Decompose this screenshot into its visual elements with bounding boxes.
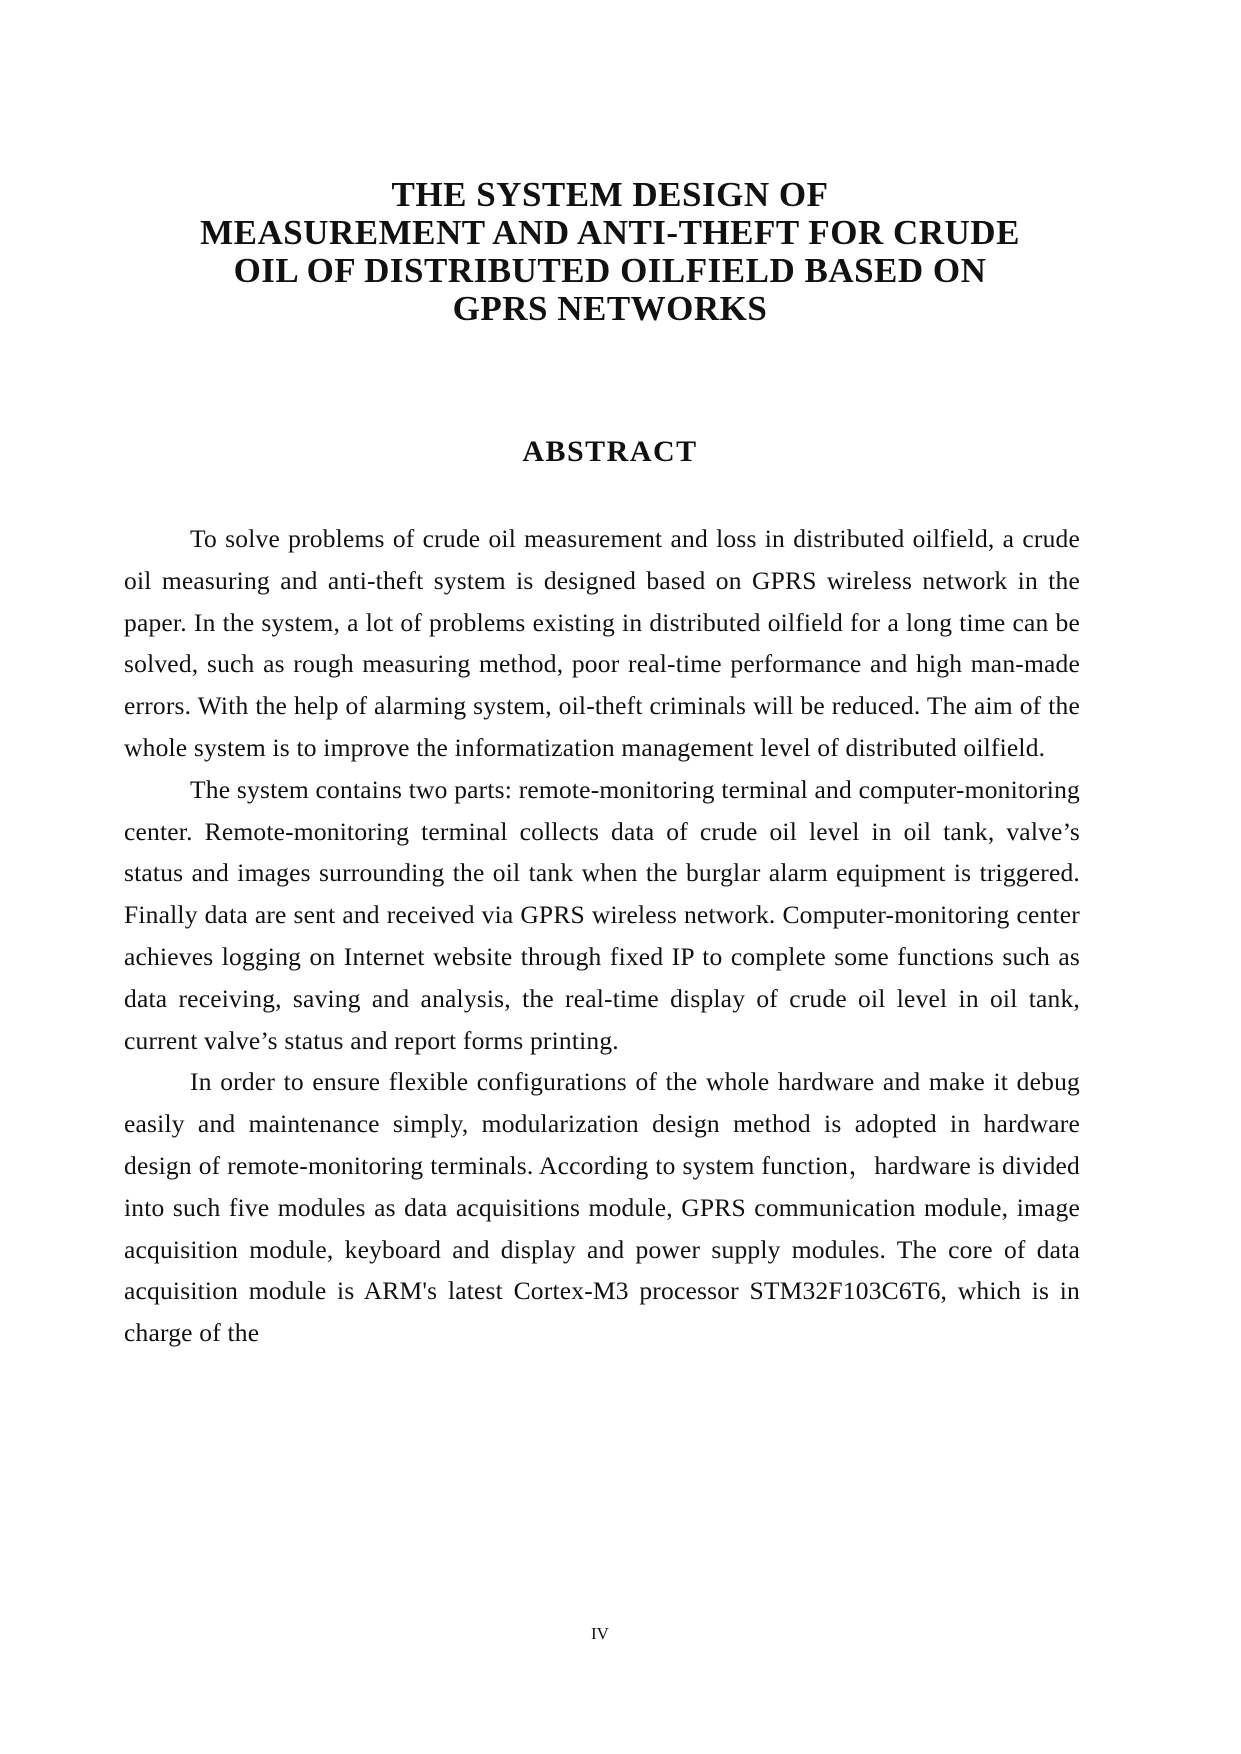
abstract-paragraph-2: The system contains two parts: remote-monitoring terminal and computer-monitoring center. Remote-monitoring terminal collects data of crude oil level in oil tank, valve’s status and images surrounding the oil tank when the burglar alarm equipment is triggered. Finally data are sent and received via GPRS wireless network. Computer-monitoring center achieves logging on Internet website through fixed IP to complete some functions such as data receiving, saving and analysis, the real-time display of crude oil level in oil tank, current valve’s status and report forms printing. xyxy=(124,774,1080,1055)
title-line-3: OIL OF DISTRIBUTED OILFIELD BASED ON xyxy=(233,251,987,290)
abstract-paragraph-1: To solve problems of crude oil measurement and loss in distributed oilfield, a crude oil measuring and anti-theft system is designed based on GPRS wireless network in the paper. In the system, a lot of problems existing in distributed oilfield for a long time can be solved, such as rough measuring method, poor real-time performance and high man-made errors. With the help of alarming system, oil-theft criminals will be reduced. The aim of the whole system is to improve the informatization management level of distributed oilfield. xyxy=(124,524,1080,762)
paper-title xyxy=(110,176,1110,328)
abstract-body xyxy=(124,518,1080,1354)
abstract-paragraph-3: In order to ensure flexible configurations of the whole hardware and make it debug easily and maintenance simply, modularization design method is adopted in hardware design of remote-monitoring terminals. According to system function，hardware is divided into such five modules as data acquisitions module, GPRS communication module, image acquisition module, keyboard and display and power supply modules. The core of data acquisition module is ARM's latest Cortex-M3 processor STM32F103C6T6, which is in charge of the xyxy=(124,1067,1080,1348)
page-number: IV xyxy=(591,1624,609,1643)
title-line-1: THE SYSTEM DESIGN OF xyxy=(391,175,829,214)
abstract-heading: ABSTRACT xyxy=(522,435,698,468)
title-line-2: MEASUREMENT AND ANTI-THEFT FOR CRUDE xyxy=(200,213,1020,252)
title-line-4: GPRS NETWORKS xyxy=(452,289,768,328)
